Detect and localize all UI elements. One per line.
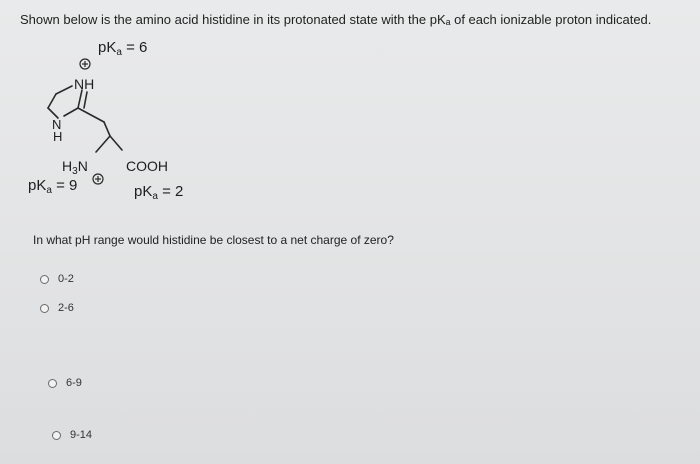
radio-button[interactable]: [48, 379, 57, 388]
imidazole-pka-label: [98, 40, 147, 61]
pka-value: = 9: [51, 177, 78, 194]
pka-subscript: a: [116, 47, 122, 58]
choice-label: 0-2: [58, 273, 74, 285]
radio-button[interactable]: [40, 275, 49, 284]
ring-bond: [78, 90, 82, 108]
amine-bond: [96, 136, 110, 152]
ring-n-label: N: [52, 117, 62, 132]
amine-n: N: [77, 158, 88, 174]
amine-h: H: [62, 158, 73, 174]
carboxyl-pka-label: [134, 184, 183, 205]
choice-label: 2-6: [58, 302, 74, 314]
pka-value: = 6: [121, 39, 148, 56]
side-chain-bond: [78, 108, 104, 122]
pka-subscript: a: [152, 191, 158, 202]
question-text: In what pH range would histidine be closest to a net charge of zero?: [33, 233, 394, 247]
radio-button[interactable]: [40, 304, 49, 313]
ring-bond: [64, 108, 78, 116]
pka-prefix: pK: [134, 183, 153, 200]
ring-bond: [56, 86, 72, 94]
side-chain-bond: [104, 122, 110, 136]
pka-subscript: a: [46, 185, 52, 196]
amine-pka-label: [28, 178, 77, 199]
choice-2-6[interactable]: [40, 302, 74, 314]
radio-button[interactable]: [52, 431, 61, 440]
carboxyl-bond: [110, 136, 122, 150]
pka-value: = 2: [157, 183, 184, 200]
ring-bond: [48, 94, 56, 108]
histidine-structure: [20, 38, 210, 208]
ring-nh-label: NH: [74, 76, 95, 92]
choice-9-14[interactable]: [52, 429, 92, 441]
choice-label: 9-14: [70, 429, 93, 441]
choice-label: 6-9: [66, 377, 82, 389]
pka-prefix: pK: [28, 177, 47, 194]
amine-subscript: 3: [72, 166, 78, 177]
carboxyl-group-label: COOH: [126, 158, 168, 174]
pka-prefix: pK: [98, 39, 117, 56]
choice-0-2[interactable]: [40, 273, 74, 285]
ring-h-label: H: [53, 129, 63, 144]
ring-double-bond: [84, 92, 87, 108]
choice-6-9[interactable]: [48, 377, 82, 389]
question-intro: Shown below is the amino acid histidine in its protonated state with the pKₐ of each ionizable proton indicated.: [20, 12, 652, 27]
